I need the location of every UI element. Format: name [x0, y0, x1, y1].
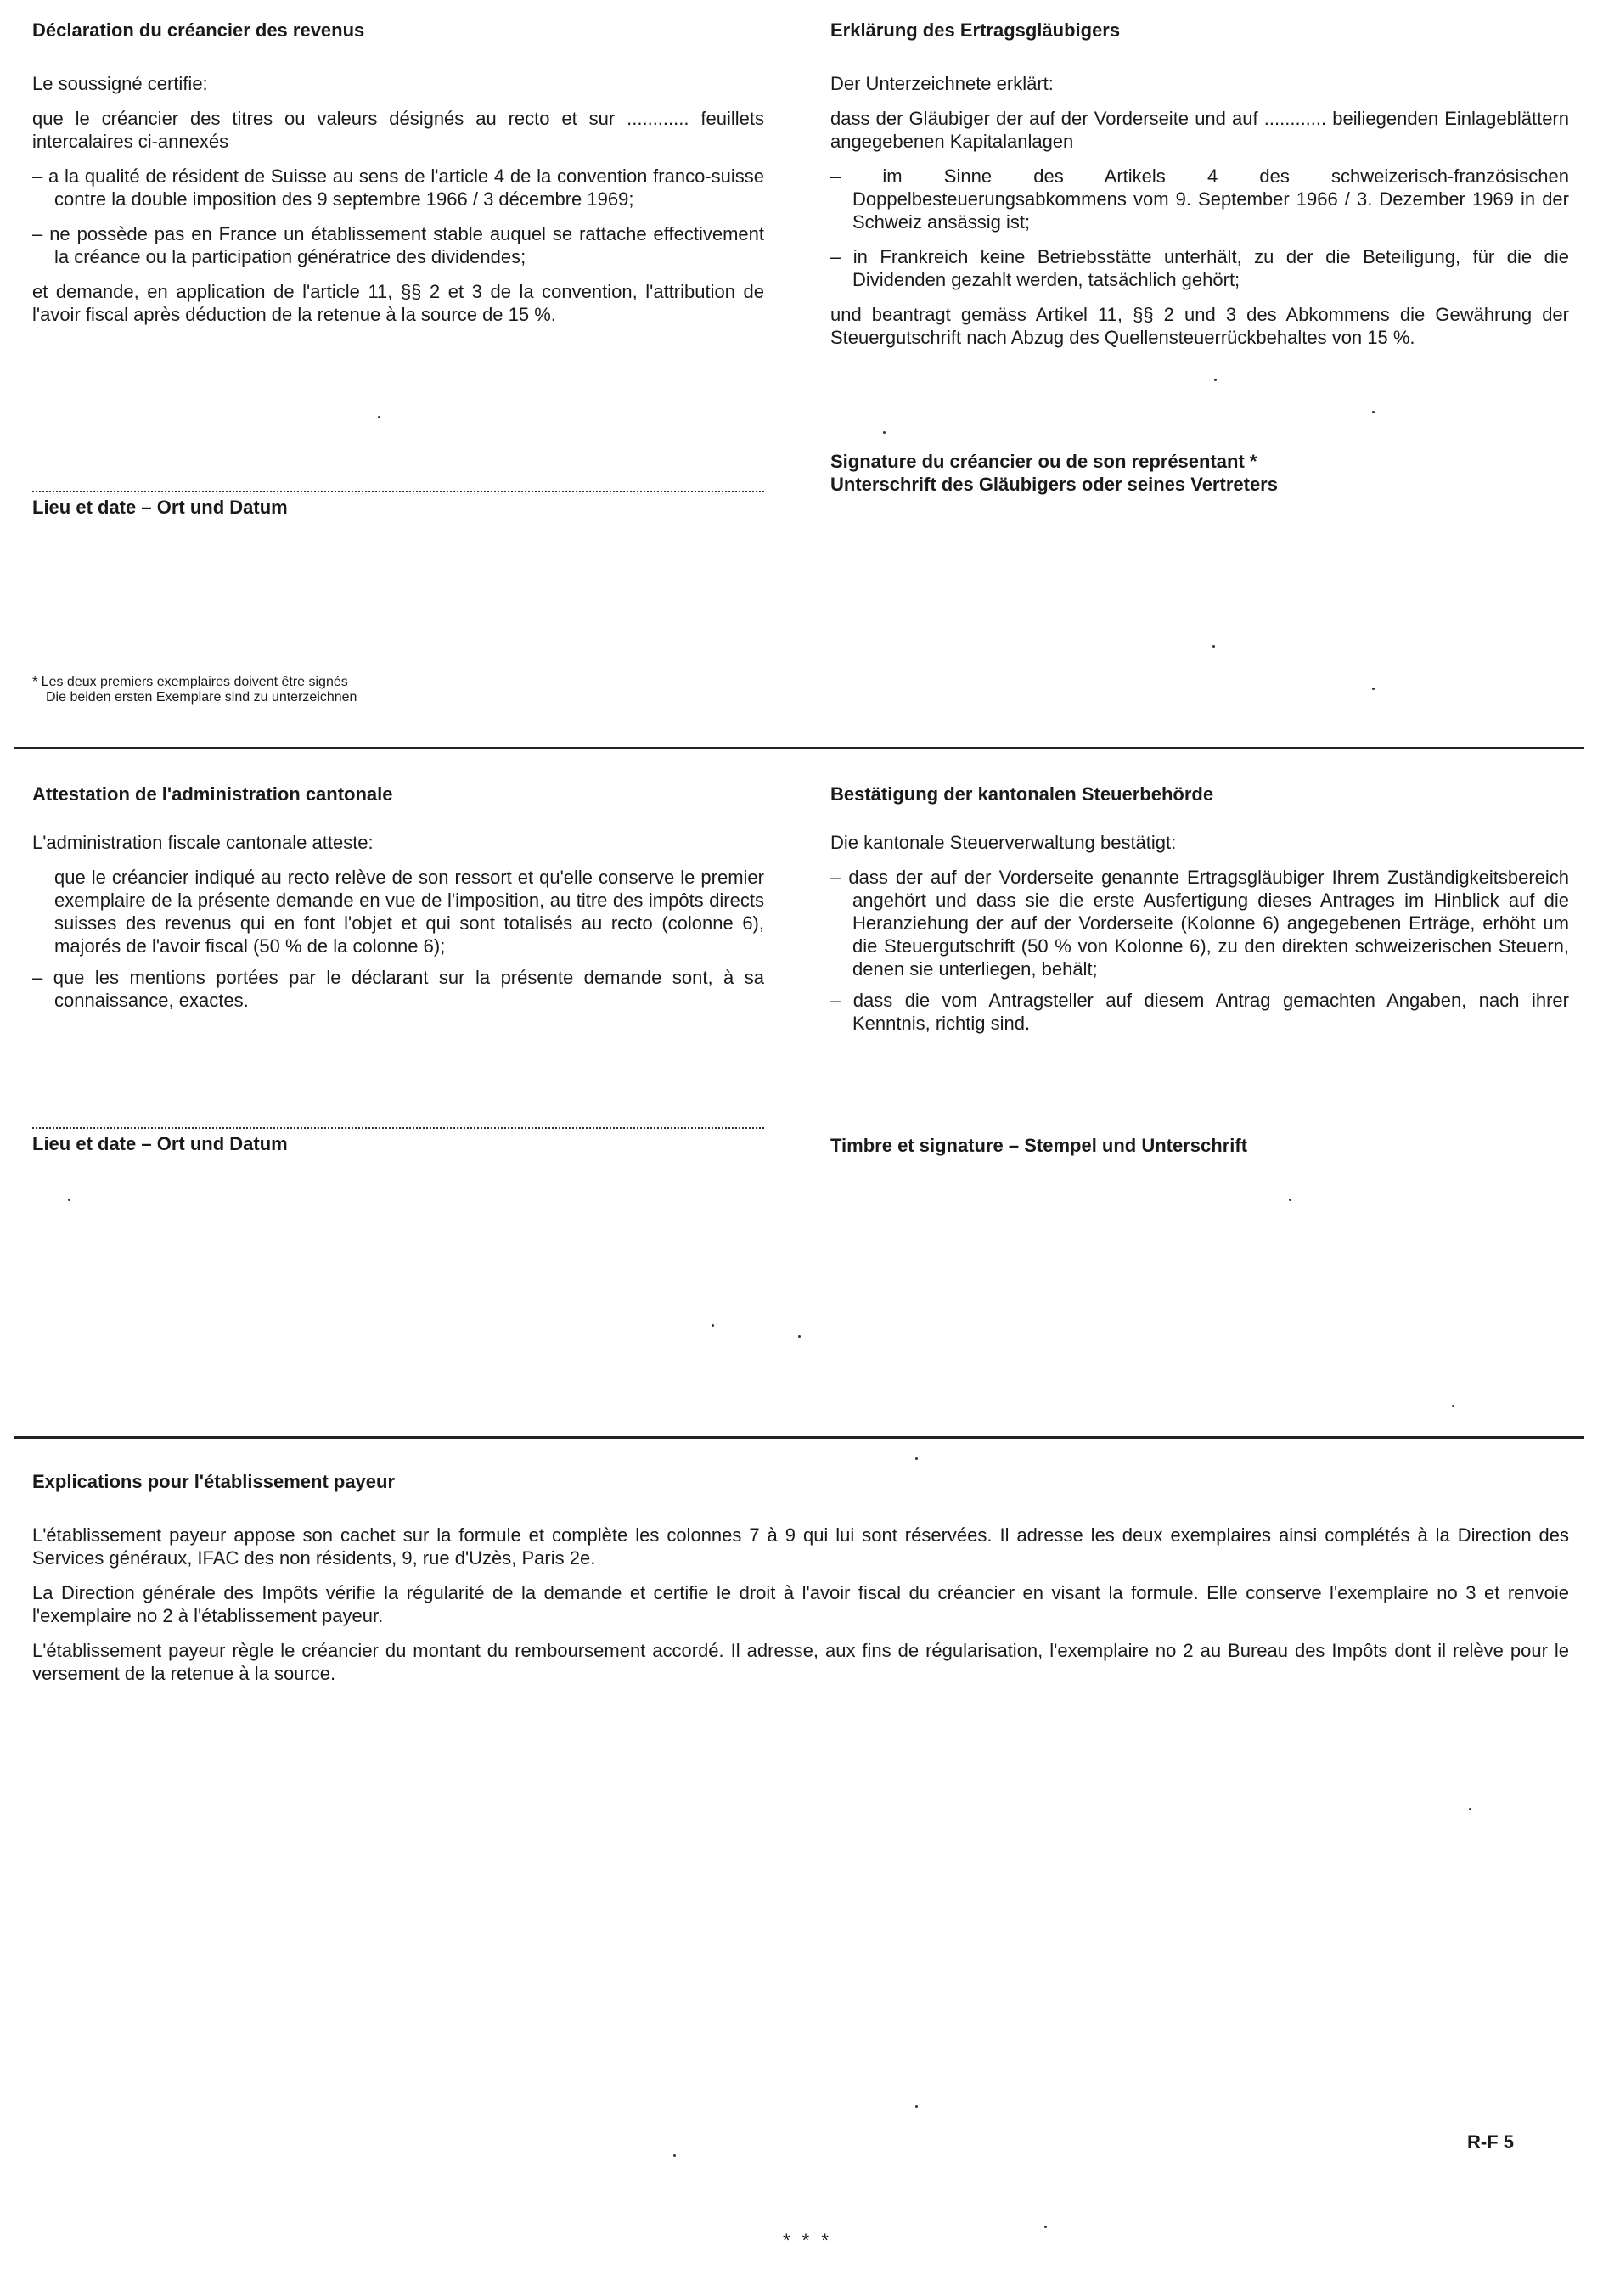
footnote [32, 675, 764, 705]
section-divider [14, 747, 1584, 749]
condition-item-2: – ne possède pas en France un établissement stable auquel se rattache effectivement la créance ou la participation génératrice des dividendes; [32, 223, 764, 267]
scan-speck [1214, 379, 1217, 381]
attestation-item-1: que le créancier indiqué au recto relève de son ressort et qu'elle conserve le premier exemplaire de la présente demande en vue de l'imposition, au titre des impôts directs suisses des revenus qui en font l'objet et qui sont totalisés au recto (colonne 6), majorés de l'avoir fiscal (50 % de la colonne 6); [54, 867, 764, 957]
request-paragraph: et demande, en application de l'article 11, §§ 2 et 3 de la convention, l'attribution de l'avoir fiscal après déduction de la retenue à la source de 15 %. [32, 281, 764, 325]
place-date-line[interactable] [32, 1127, 764, 1129]
scan-speck [1212, 645, 1215, 648]
footnote-fr: * Les deux premiers exemplaires doivent être signés [32, 675, 348, 689]
footer-asterisks: * * * [783, 2230, 832, 2251]
signature-label-fr: Signature du créancier ou de son représentant * [830, 451, 1257, 472]
scan-speck [1452, 1405, 1454, 1407]
certify-line: L'administration fiscale cantonale atteste: [32, 832, 374, 853]
section-title: Déclaration du créancier des revenus [32, 20, 365, 41]
stamp-label: Timbre et signature – Stempel und Unterschrift [830, 1135, 1248, 1156]
place-date-block [32, 491, 764, 519]
scan-speck [1044, 2226, 1047, 2228]
intro-paragraph: que le créancier des titres ou valeurs désignés au recto et sur ............ feuillets intercalaires ci-annexés [32, 108, 764, 152]
certify-line: Der Unterzeichnete erklärt: [830, 73, 1054, 94]
scan-speck [712, 1324, 714, 1327]
condition-item-1: – a la qualité de résident de Suisse au sens de l'article 4 de la convention franco-suisse contre la double imposition des 9 septembre 1966 / 3 décembre 1969; [32, 166, 764, 210]
intro-paragraph: dass der Gläubiger der auf der Vorderseite und auf ............ beiliegenden Einlageblättern angegebenen Kapitalanlagen [830, 108, 1569, 152]
scan-speck [1289, 1199, 1291, 1201]
payer-explanations [32, 1470, 1569, 1685]
scan-speck [1372, 411, 1375, 413]
scan-speck [673, 2154, 676, 2157]
creditor-declaration-de [830, 19, 1569, 349]
condition-item-1: – im Sinne des Artikels 4 des schweizerisch-französischen Doppelbesteuerungsabkommens vom 9. September 1966 / 3. Dezember 1969 in der Schweiz ansässig ist; [830, 166, 1569, 233]
scan-speck [798, 1335, 801, 1338]
creditor-declaration-fr [32, 19, 764, 326]
request-paragraph: und beantragt gemäss Artikel 11, §§ 2 und 3 des Abkommens die Gewährung der Steuergutschrift nach Abzug des Quellensteuerrückbehaltes von 15 %. [830, 304, 1569, 348]
cantonal-attestation-fr [32, 783, 764, 1012]
section-title: Erklärung des Ertragsgläubigers [830, 20, 1121, 41]
explanation-paragraph-3: L'établissement payeur règle le créancier du montant du remboursement accordé. Il adresse, aux fins de régularisation, l'exemplaire no 2 au Bureau des Impôts dont il relève pour le versement de la retenue à la source. [32, 1640, 1569, 1684]
attestation-item-2: – que les mentions portées par le déclarant sur la présente demande sont, à sa connaissance, exactes. [32, 967, 764, 1011]
scan-speck [1372, 688, 1375, 690]
cantonal-attestation-de [830, 783, 1569, 1035]
place-date-block-2 [32, 1127, 764, 1155]
form-code: R-F 5 [1467, 2131, 1514, 2153]
signature-block [830, 450, 1569, 496]
attestation-item-1: – dass der auf der Vorderseite genannte Ertragsgläubiger Ihrem Zuständigkeitsbereich angehört und dass sie die erste Ausfertigung dieses Antrages im Hinblick auf die Heranziehung der auf der Vorderseite (Kolonne 6) angegebenen Erträge, erhöht um die Steuergutschrift (50 % von Kolonne 6), zu den direkten schweizerischen Steuern, denen sie unterliegen, behält; [830, 867, 1569, 980]
scan-speck [915, 1457, 918, 1460]
condition-item-2: – in Frankreich keine Betriebsstätte unterhält, zu der die Beteiligung, für die die Dividenden gezahlt werden, tatsächlich gehört; [830, 246, 1569, 290]
attestation-item-2: – dass die vom Antragsteller auf diesem Antrag gemachten Angaben, nach ihrer Kenntnis, richtig sind. [830, 990, 1569, 1034]
explanation-paragraph-1: L'établissement payeur appose son cachet sur la formule et complète les colonnes 7 à 9 qui lui sont réservées. Il adresse les deux exemplaires ainsi complétés à la Direction des Services généraux, IFAC des non résidents, 9, rue d'Uzès, Paris 2e. [32, 1524, 1569, 1569]
scan-speck [378, 416, 380, 418]
section-title: Explications pour l'établissement payeur [32, 1471, 396, 1492]
footnote-de: Die beiden ersten Exemplare sind zu unterzeichnen [46, 690, 357, 705]
section-title: Attestation de l'administration cantonale [32, 783, 393, 805]
signature-label-de: Unterschrift des Gläubigers oder seines Vertreters [830, 474, 1278, 495]
certify-line: Le soussigné certifie: [32, 73, 208, 94]
place-date-label: Lieu et date – Ort und Datum [32, 1133, 288, 1154]
stamp-block [830, 1134, 1569, 1157]
place-date-line[interactable] [32, 491, 764, 492]
explanation-paragraph-2: La Direction générale des Impôts vérifie la régularité de la demande et certifie le droit à l'avoir fiscal du créancier en visant la formule. Elle conserve l'exemplaire no 3 et renvoie l'exemplaire no 2 à l'établissement payeur. [32, 1582, 1569, 1626]
place-date-label: Lieu et date – Ort und Datum [32, 497, 288, 518]
certify-line: Die kantonale Steuerverwaltung bestätigt: [830, 832, 1177, 853]
section-divider [14, 1436, 1584, 1439]
scan-speck [883, 431, 886, 434]
scan-speck [915, 2105, 918, 2108]
section-title: Bestätigung der kantonalen Steuerbehörde [830, 783, 1214, 805]
scan-speck [68, 1199, 70, 1201]
scan-speck [1469, 1808, 1471, 1810]
